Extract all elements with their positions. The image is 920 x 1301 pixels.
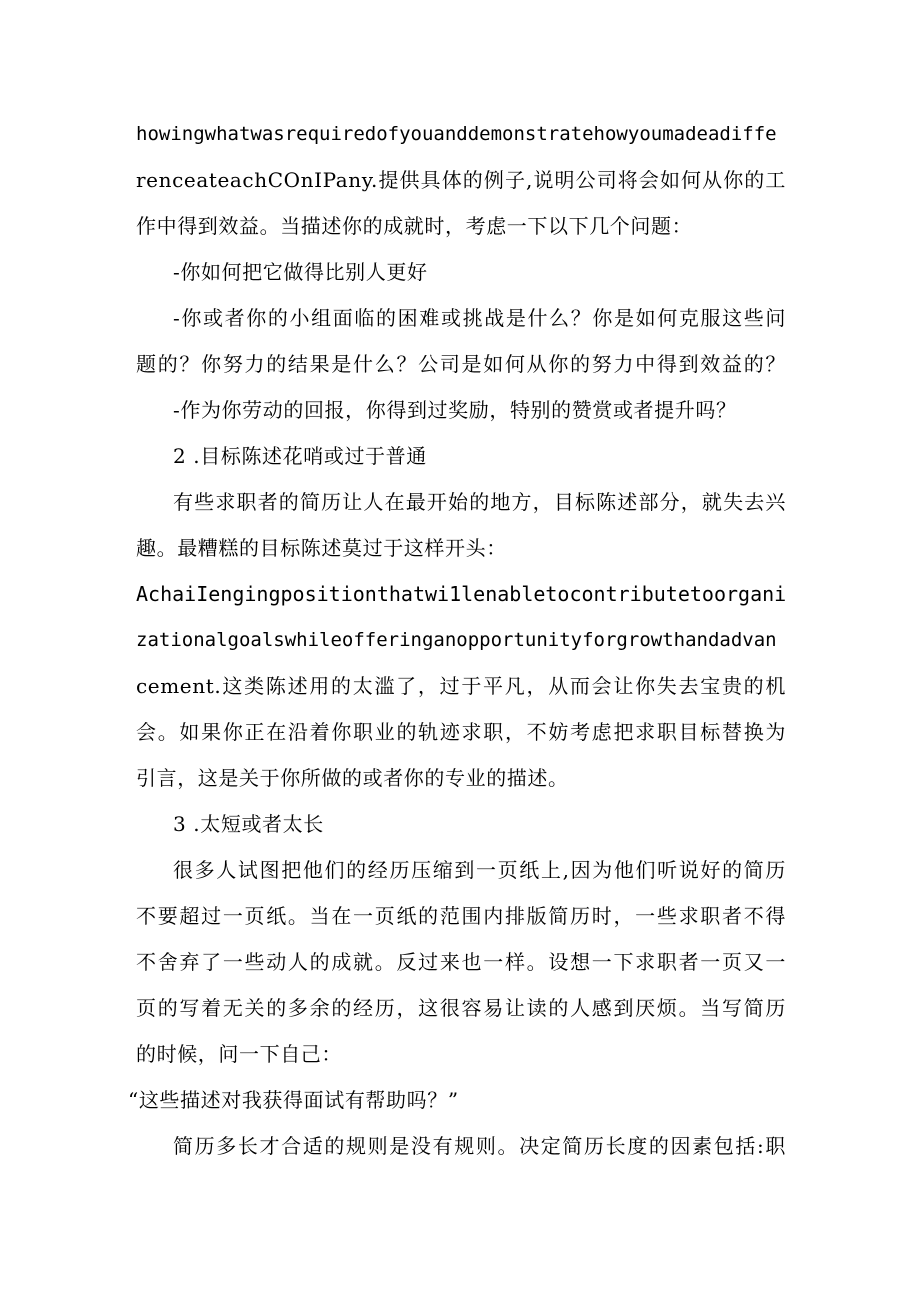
body-text-line: renceateachCOnIPany.提供具体的例子,说明公司将会如何从你的工 [136, 168, 786, 192]
body-text-line: 题的？你努力的结果是什么？公司是如何从你的努力中得到效益的？ [136, 352, 786, 376]
body-text-line: AchaiIengingpositionthatwi1lenabletocontributetoorgani [136, 582, 787, 606]
section-heading: 2 .目标陈述花哨或过于普通 [173, 444, 427, 468]
section-heading: 3 .太短或者太长 [173, 812, 324, 836]
quoted-question: “这些描述对我获得面试有帮助吗？” [128, 1088, 459, 1112]
body-text-line: 有些求职者的简历让人在最开始的地方，目标陈述部分，就失去兴 [173, 490, 786, 514]
body-text-line: 作中得到效益。当描述你的成就时，考虑一下以下几个问题： [136, 214, 693, 238]
body-text-line: 简历多长才合适的规则是没有规则。决定简历长度的因素包括:职 [173, 1134, 786, 1158]
body-text-line: 趣。最糟糕的目标陈述莫过于这样开头： [136, 536, 507, 560]
body-text-line: 会。如果你正在沿着你职业的轨迹求职，不妨考虑把求职目标替换为 [136, 720, 786, 744]
list-item: -你或者你的小组面临的困难或挑战是什么？你是如何克服这些问 [173, 306, 786, 330]
body-text-line: 引言，这是关于你所做的或者你的专业的描述。 [136, 766, 569, 790]
list-item: -你如何把它做得比别人更好 [173, 260, 428, 284]
body-text-line: 不要超过一页纸。当在一页纸的范围内排版简历时，一些求职者不得 [136, 904, 786, 928]
body-text-line: cement.这类陈述用的太滥了，过于平凡，从而会让你失去宝贵的机 [136, 674, 786, 698]
body-text-line: howingwhatwasrequiredofyouanddemonstratehowyoumadeadiffe [136, 123, 777, 145]
body-text-line: 不舍弃了一些动人的成就。反过来也一样。设想一下求职者一页又一 [136, 950, 786, 974]
body-text-line: zationalgoalswhileofferinganopportunityforgrowthandadvan [136, 629, 777, 651]
body-text-line: 很多人试图把他们的经历压缩到一页纸上,因为他们听说好的简历 [173, 858, 786, 882]
list-item: -作为你劳动的回报，你得到过奖励，特别的赞赏或者提升吗？ [173, 398, 737, 422]
body-text-line: 的时候，问一下自己： [136, 1042, 342, 1066]
body-text-line: 页的写着无关的多余的经历，这很容易让读的人感到厌烦。当写简历 [136, 996, 786, 1020]
